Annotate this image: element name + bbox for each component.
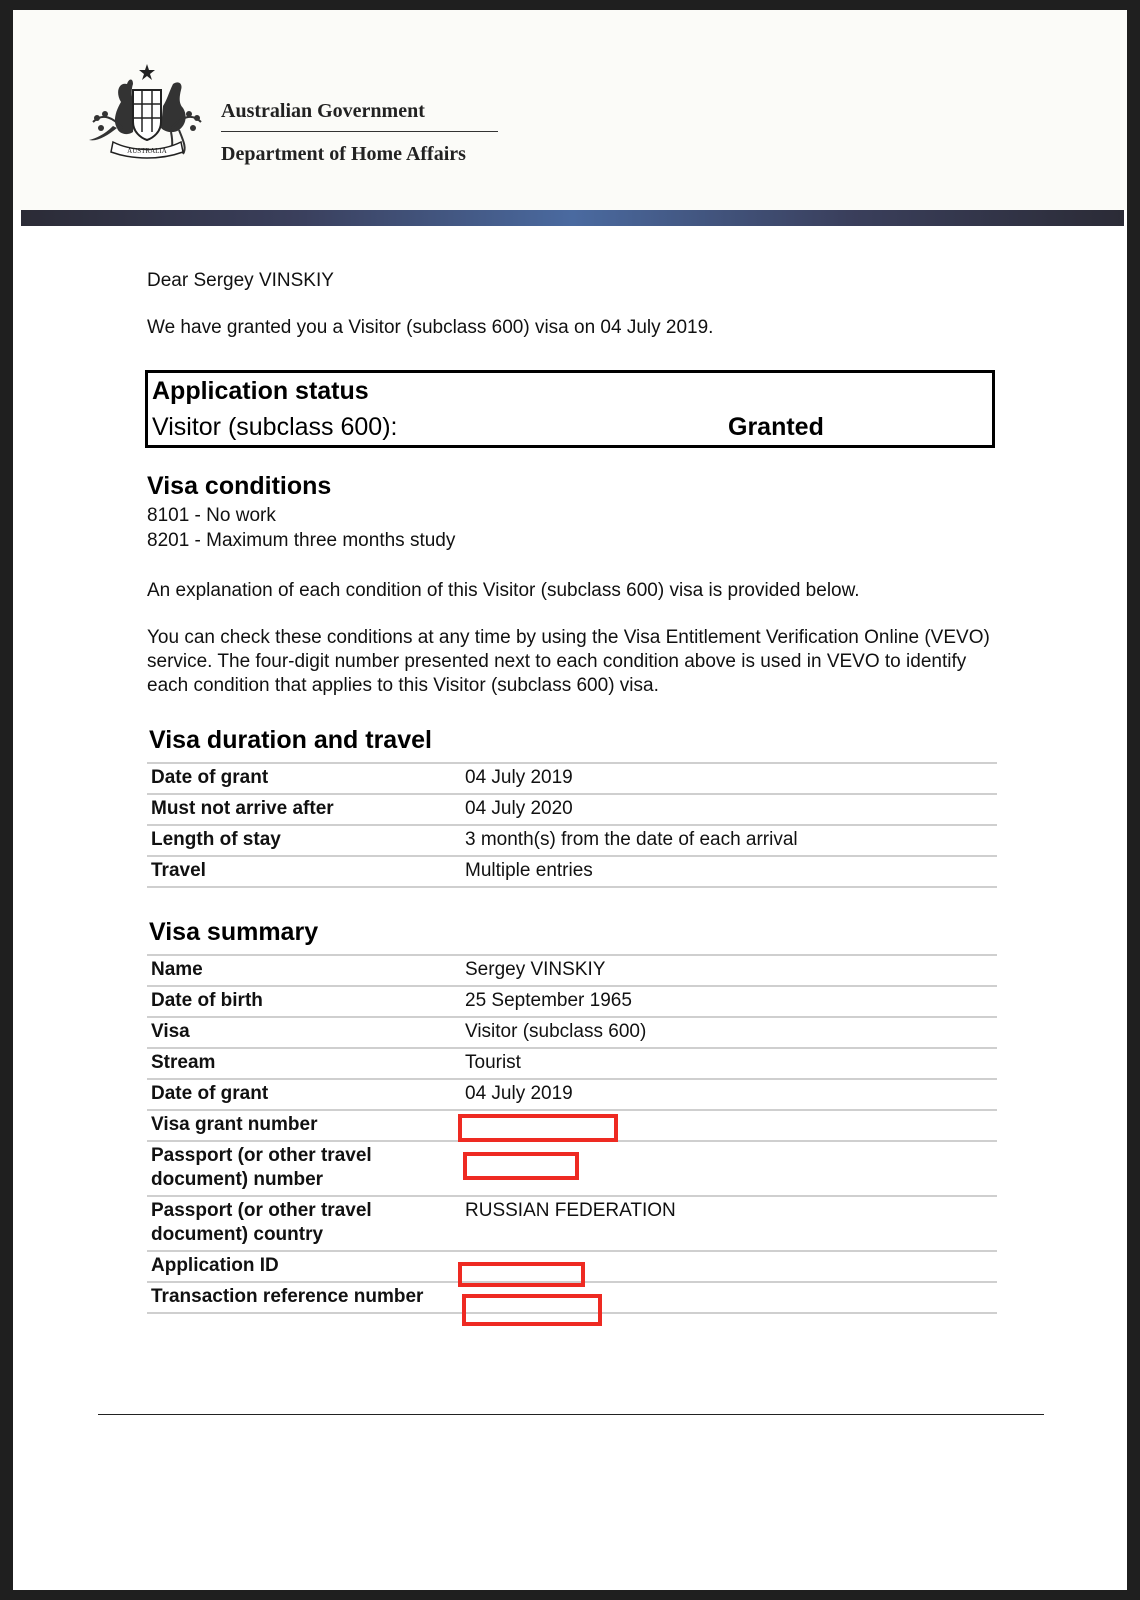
redaction-visa-grant-number [458, 1114, 618, 1142]
status-title: Application status [152, 377, 369, 405]
table-row [147, 763, 997, 794]
redaction-transaction-reference [462, 1294, 602, 1326]
table-row [147, 1017, 997, 1048]
row-label: Name [147, 955, 461, 986]
table-row [147, 794, 997, 825]
summary-heading: Visa summary [149, 918, 319, 946]
government-name: Australian Government [221, 100, 425, 122]
header-divider [221, 131, 498, 132]
redaction-passport-number [463, 1152, 579, 1180]
coat-of-arms-icon [83, 62, 211, 168]
status-value: Granted [728, 413, 824, 441]
row-value: 3 month(s) from the date of each arrival [461, 825, 997, 856]
department-name: Department of Home Affairs [221, 143, 466, 165]
row-value: Multiple entries [461, 856, 997, 887]
table-row [147, 1079, 997, 1110]
row-label: Visa grant number [147, 1110, 461, 1141]
row-label: Passport (or other travel document) number [147, 1141, 461, 1196]
status-label: Visitor (subclass 600): [152, 413, 398, 441]
conditions-explanation: An explanation of each condition of this Visitor (subclass 600) visa is provided below. [147, 580, 860, 601]
row-label: Stream [147, 1048, 461, 1079]
letter-page [13, 10, 1127, 1590]
row-label: Date of grant [147, 1079, 461, 1110]
row-label: Must not arrive after [147, 794, 461, 825]
svg-text:AUSTRALIA: AUSTRALIA [127, 147, 167, 155]
row-value: 04 July 2019 [461, 763, 997, 794]
row-value: Tourist [461, 1048, 997, 1079]
duration-table [147, 762, 997, 888]
condition-item: 8201 - Maximum three months study [147, 530, 456, 551]
vevo-paragraph: You can check these conditions at any time by using the Visa Entitlement Verification Online (VEVO) service. The four-digit number presented next to each condition above is used in VEVO to identify each condition that applies to this Visitor (subclass 600) visa. [147, 627, 990, 696]
table-row [147, 1048, 997, 1079]
table-row [147, 825, 997, 856]
row-label: Length of stay [147, 825, 461, 856]
salutation: Dear Sergey VINSKIY [147, 270, 334, 291]
row-value: 04 July 2020 [461, 794, 997, 825]
table-row [147, 1196, 997, 1251]
row-label: Date of grant [147, 763, 461, 794]
footer-divider [98, 1414, 1044, 1415]
application-status-box [145, 370, 995, 448]
redaction-application-id [458, 1262, 585, 1287]
row-value: Sergey VINSKIY [461, 955, 997, 986]
row-value: 25 September 1965 [461, 986, 997, 1017]
row-label: Application ID [147, 1251, 461, 1282]
row-label: Visa [147, 1017, 461, 1048]
grant-intro: We have granted you a Visitor (subclass 600) visa on 04 July 2019. [147, 317, 714, 338]
row-value: Visitor (subclass 600) [461, 1017, 997, 1048]
table-row [147, 955, 997, 986]
row-value: RUSSIAN FEDERATION [461, 1196, 997, 1251]
header-banner [21, 210, 1124, 226]
letterhead [13, 10, 1127, 210]
row-label: Travel [147, 856, 461, 887]
row-label: Passport (or other travel document) country [147, 1196, 461, 1251]
condition-item: 8101 - No work [147, 505, 276, 526]
row-value: 04 July 2019 [461, 1079, 997, 1110]
table-row [147, 986, 997, 1017]
row-label: Date of birth [147, 986, 461, 1017]
table-row [147, 856, 997, 887]
row-label: Transaction reference number [147, 1282, 461, 1313]
duration-heading: Visa duration and travel [149, 726, 432, 754]
conditions-heading: Visa conditions [147, 472, 332, 500]
